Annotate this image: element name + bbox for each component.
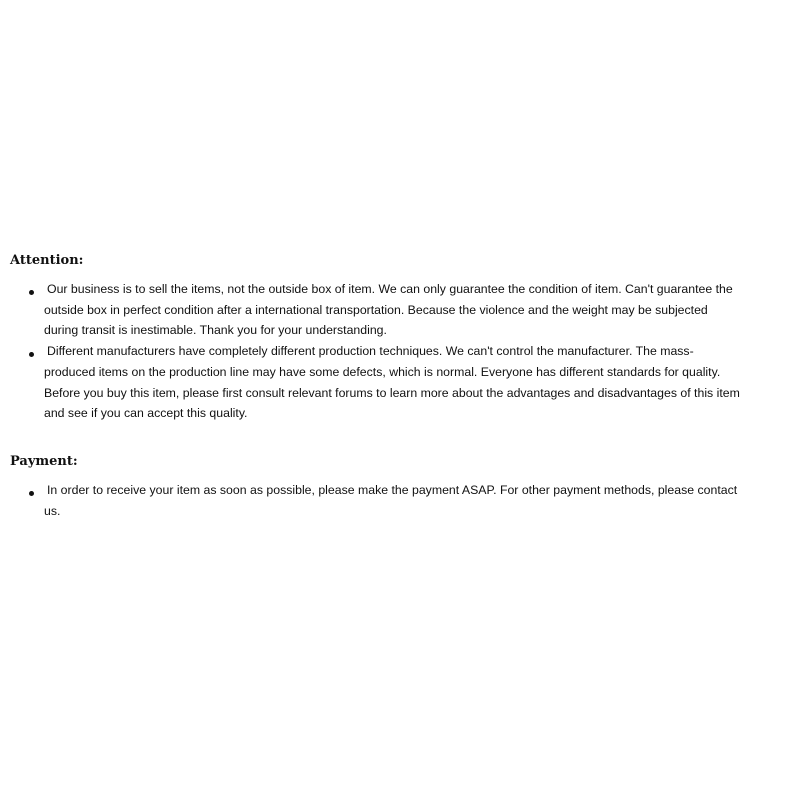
bullet-icon [29,290,34,295]
attention-item-box-condition [10,279,740,341]
bullet-icon [29,352,34,357]
attention-item-manufacturing [10,341,740,424]
attention-item-text: Our business is to sell the items, not the outside box of item. We can only guarantee the condition of item. Can't guarantee the outside box in perfect condition after a international transportation. Because the violence and the weight may be subjected during transit is inestimable. Thank you for your understanding. [44,282,733,338]
payment-heading: Payment: [10,454,78,469]
payment-item-asap [10,480,740,521]
payment-item-text: In order to receive your item as soon as possible, please make the payment ASAP. For other payment methods, please contact us. [44,483,738,518]
payment-list [10,480,740,521]
bullet-icon [29,491,34,496]
attention-list [10,279,740,424]
attention-section [10,253,740,424]
payment-section [10,454,740,521]
attention-heading: Attention: [10,253,84,268]
attention-item-text: Different manufacturers have completely different production techniques. We can't control the manufacturer. The mass-produced items on the production line may have some defects, which is normal. Everyone has different standards for quality. Before you buy this item, please first consult relevant forums to learn more about the advantages and disadvantages of this item and see if you can accept this quality. [44,344,740,421]
